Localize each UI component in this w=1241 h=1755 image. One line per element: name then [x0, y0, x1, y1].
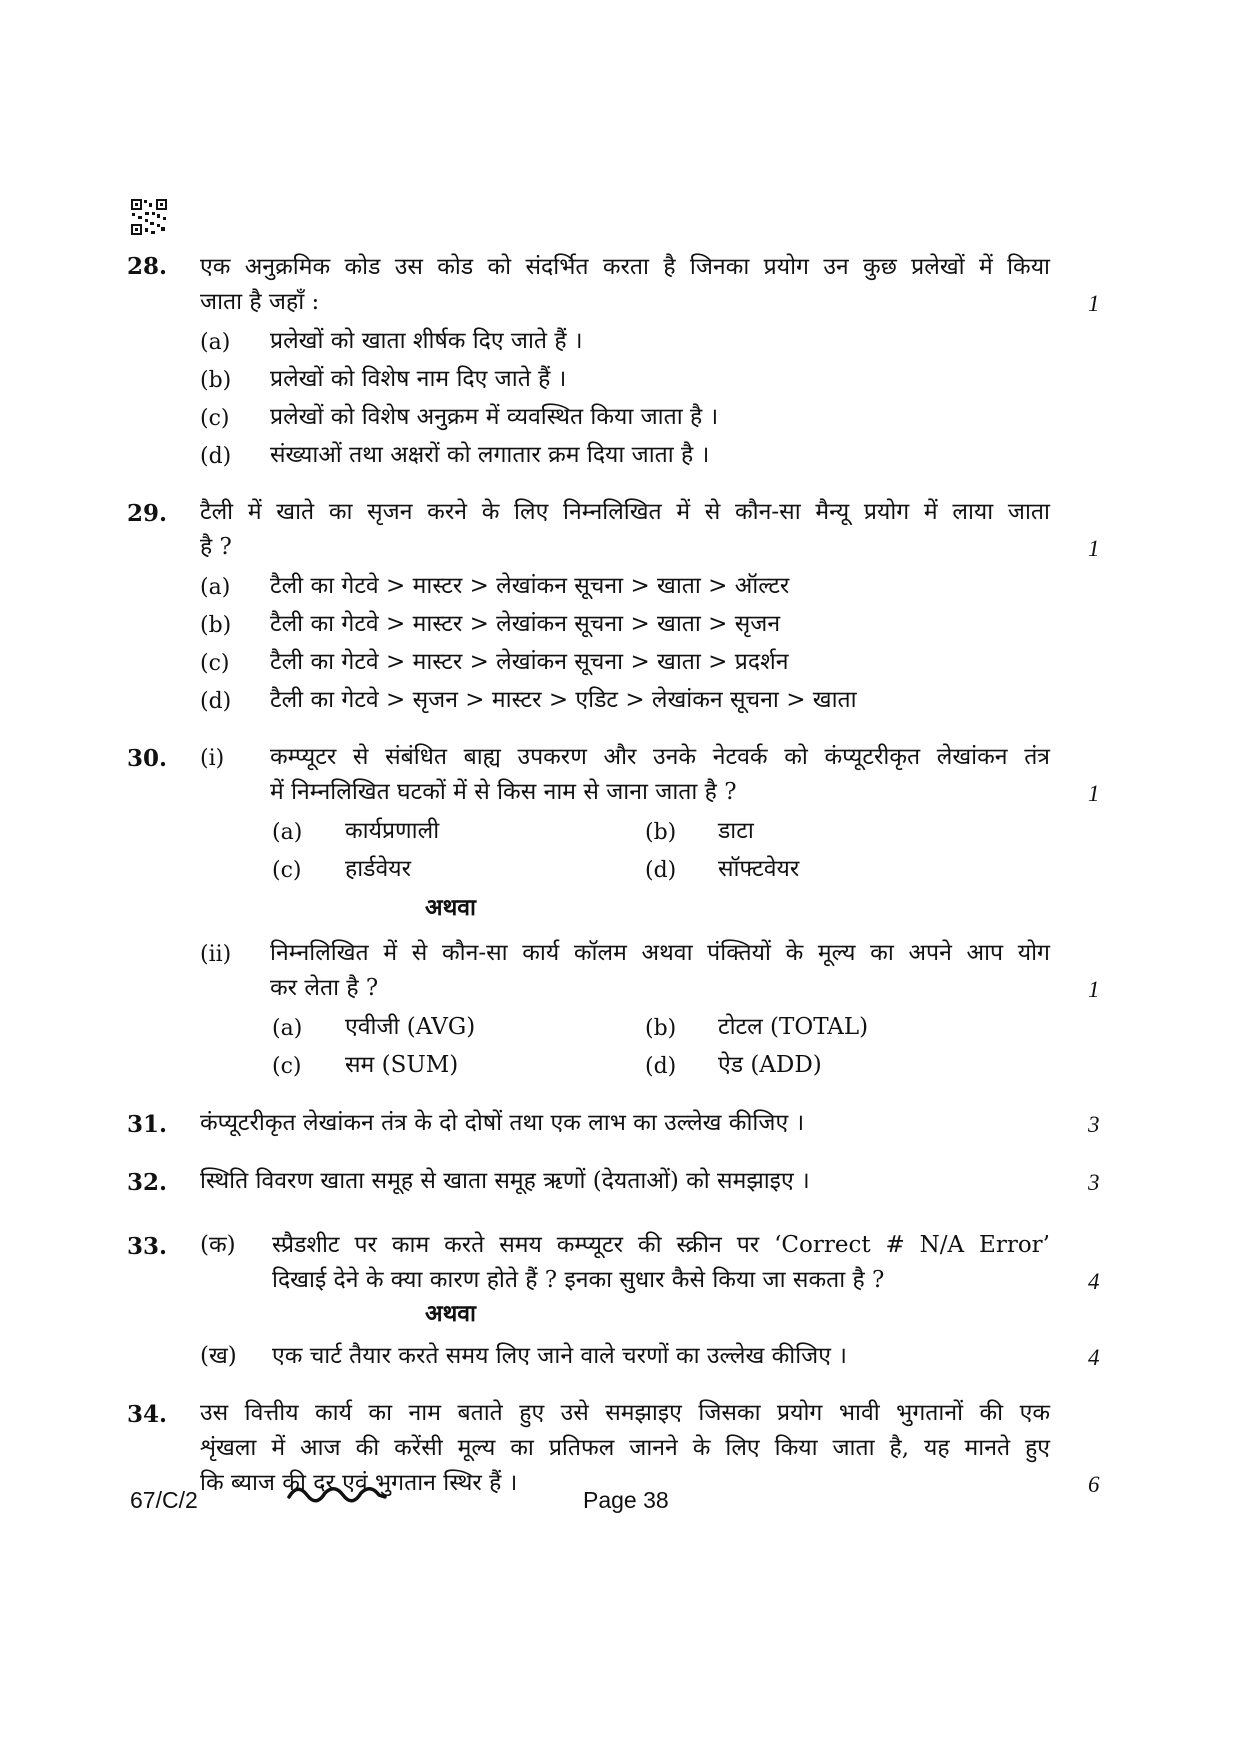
paper-code: 67/C/2: [130, 1487, 198, 1513]
option-text: प्रलेखों को विशेष अनुक्रम में व्यवस्थित किया जाता है ।: [270, 404, 719, 430]
marks: 6: [1088, 1472, 1100, 1497]
marks: 1: [1088, 291, 1100, 316]
option-text: प्रलेखों को विशेष नाम दिए जाते हैं ।: [270, 366, 567, 392]
question-text: शृंखला में आज की करेंसी मूल्य का प्रतिफल जानने के लिए किया जाता है, यह मानते हुए: [200, 1435, 1050, 1461]
question-text: निम्नलिखित में से कौन-सा कार्य कॉलम अथवा पंक्तियों के मूल्य का अपने आप योग: [270, 940, 1050, 966]
option-text: कार्यप्रणाली: [345, 818, 440, 844]
wave-ornament-icon: [287, 1485, 387, 1505]
question-text: दिखाई देने के क्या कारण होते हैं ? इनका सुधार कैसे किया जा सकता है ?: [272, 1267, 885, 1293]
question-text: जाता है जहाँ :: [200, 289, 320, 315]
option-text: टैली का गेटवे > मास्टर > लेखांकन सूचना > खाता > सृजन: [270, 611, 781, 637]
option-text: टोटल (TOTAL): [718, 1014, 869, 1040]
question-number: 31.: [127, 1111, 168, 1138]
marks: 4: [1088, 1345, 1100, 1370]
marks: 4: [1088, 1269, 1100, 1294]
option-text: डाटा: [718, 818, 754, 844]
question-text: कर लेता है ?: [270, 975, 379, 1001]
option-label: (c): [200, 651, 230, 676]
option-text: टैली का गेटवे > सृजन > मास्टर > एडिट > लेखांकन सूचना > खाता: [270, 687, 857, 713]
option-label: (a): [200, 330, 231, 355]
question-text: टैली में खाते का सृजन करने के लिए निम्नलिखित में से कौन-सा मैन्यू प्रयोग में लाया जाता: [200, 499, 1050, 525]
question-text: में निम्नलिखित घटकों में से किस नाम से जाना जाता है ?: [270, 779, 737, 805]
option-text: सम (SUM): [345, 1052, 459, 1078]
option-text: हार्डवेयर: [345, 856, 412, 882]
question-number: 29.: [127, 500, 168, 527]
marks: 3: [1088, 1170, 1100, 1195]
option-label: (a): [272, 820, 303, 845]
question-text: स्प्रैडशीट पर काम करते समय कम्प्यूटर की स्क्रीन पर ‘Correct # N/A Error’: [272, 1232, 1050, 1258]
page-number: Page 38: [583, 1487, 669, 1513]
question-number: 28.: [127, 253, 168, 280]
option-label: (a): [272, 1016, 303, 1041]
marks: 1: [1088, 781, 1100, 806]
option-label: (c): [200, 406, 230, 431]
question-number: 32.: [127, 1169, 168, 1196]
subpart-label: (ख): [200, 1343, 237, 1369]
qr-code-icon: [130, 198, 168, 236]
question-text: एक अनुक्रमिक कोड उस कोड को संदर्भित करता है जिनका प्रयोग उन कुछ प्रलेखों में किया: [200, 254, 1050, 280]
marks: 1: [1088, 536, 1100, 561]
option-label: (b): [645, 820, 677, 845]
option-label: (a): [200, 575, 231, 600]
question-number: 30.: [127, 745, 168, 772]
option-text: टैली का गेटवे > मास्टर > लेखांकन सूचना > खाता > ऑल्टर: [270, 573, 790, 599]
question-number: 34.: [127, 1401, 168, 1428]
option-label: (d): [200, 444, 232, 469]
subpart-label: (i): [200, 746, 225, 771]
question-number: 33.: [127, 1233, 168, 1260]
option-label: (b): [645, 1016, 677, 1041]
or-separator: अथवा: [425, 1300, 477, 1327]
option-text: प्रलेखों को खाता शीर्षक दिए जाते हैं ।: [270, 328, 583, 354]
option-text: सॉफ्टवेयर: [718, 856, 800, 882]
option-label: (b): [200, 613, 232, 638]
option-label: (d): [645, 858, 677, 883]
marks: 1: [1088, 977, 1100, 1002]
option-text: ऐड (ADD): [718, 1052, 822, 1078]
option-label: (d): [200, 689, 232, 714]
option-text: संख्याओं तथा अक्षरों को लगातार क्रम दिया जाता है ।: [270, 442, 710, 468]
question-text: स्थिति विवरण खाता समूह से खाता समूह ऋणों (देयताओं) को समझाइए ।: [200, 1168, 810, 1194]
subpart-label: (ii): [200, 942, 232, 967]
option-label: (b): [200, 368, 232, 393]
option-text: एवीजी (AVG): [345, 1014, 476, 1040]
option-label: (c): [272, 1054, 302, 1079]
option-text: टैली का गेटवे > मास्टर > लेखांकन सूचना > खाता > प्रदर्शन: [270, 649, 789, 675]
option-label: (c): [272, 858, 302, 883]
question-text: कंप्यूटरीकृत लेखांकन तंत्र के दो दोषों तथा एक लाभ का उल्लेख कीजिए ।: [200, 1110, 805, 1136]
or-separator: अथवा: [425, 894, 477, 921]
option-label: (d): [645, 1054, 677, 1079]
question-text: कि ब्याज की दर एवं भुगतान स्थिर हैं ।: [200, 1470, 518, 1496]
question-text: कम्प्यूटर से संबंधित बाह्य उपकरण और उनके नेटवर्क को कंप्यूटरीकृत लेखांकन तंत्र: [270, 744, 1050, 770]
question-text: एक चार्ट तैयार करते समय लिए जाने वाले चरणों का उल्लेख कीजिए ।: [272, 1343, 847, 1369]
question-text: है ?: [200, 534, 232, 560]
question-text: उस वित्तीय कार्य का नाम बताते हुए उसे समझाइए जिसका प्रयोग भावी भुगतानों की एक: [200, 1400, 1050, 1426]
marks: 3: [1088, 1112, 1100, 1137]
subpart-label: (क): [200, 1232, 236, 1258]
